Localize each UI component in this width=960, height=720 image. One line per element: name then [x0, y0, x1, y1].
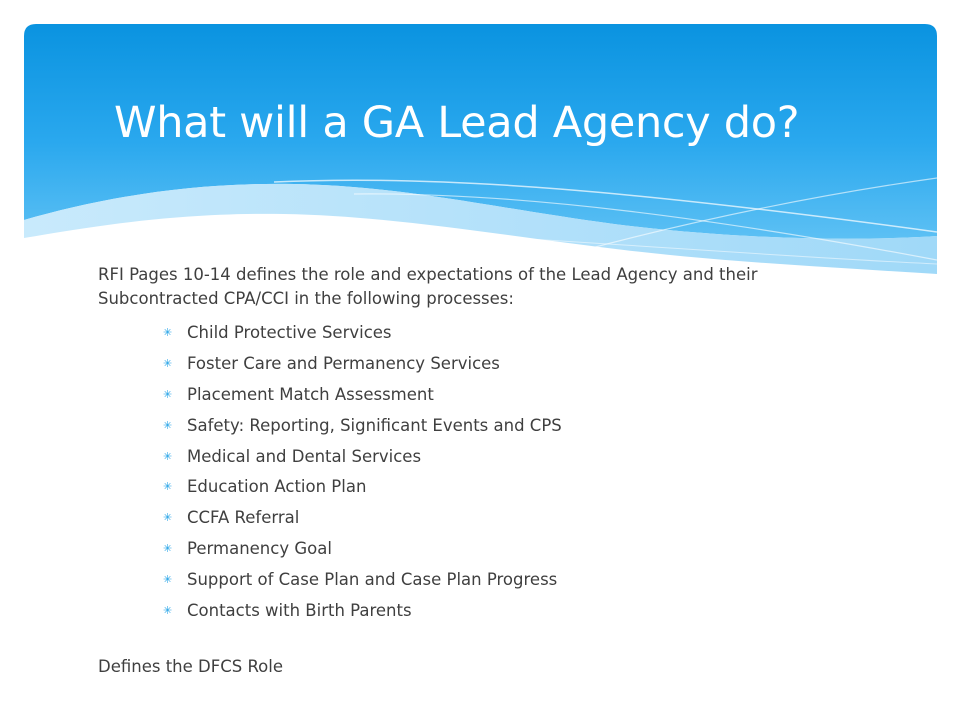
- asterisk-icon: ✳: [163, 449, 173, 463]
- process-list: [98, 318, 858, 627]
- title-banner: [24, 24, 937, 274]
- asterisk-icon: ✳: [163, 604, 173, 618]
- list-item: ✳ Safety: Reporting, Significant Events and CPS: [98, 411, 858, 442]
- wave-banner-graphic: [24, 24, 937, 274]
- list-item: ✳ CCFA Referral: [98, 503, 858, 534]
- asterisk-icon: ✳: [163, 326, 173, 339]
- list-item: ✳ Placement Match Assessment: [98, 380, 858, 411]
- asterisk-icon: ✳: [163, 511, 173, 525]
- list-item: ✳ Foster Care and Permanency Services: [98, 349, 858, 380]
- slide-body: [98, 263, 858, 627]
- list-item: ✳ Medical and Dental Services: [98, 442, 858, 473]
- list-item: ✳ Child Protective Services: [98, 318, 858, 349]
- closing-line: Defines the DFCS Role: [98, 657, 284, 676]
- slide-title: What will a GA Lead Agency do?: [114, 98, 800, 148]
- asterisk-icon: ✳: [163, 573, 173, 587]
- intro-paragraph: RFI Pages 10-14 defines the role and expectations of the Lead Agency and their Subcontracted CPA/CCI in the following processes:: [98, 265, 758, 308]
- asterisk-icon: ✳: [163, 418, 173, 432]
- list-item: ✳ Support of Case Plan and Case Plan Progress: [98, 565, 858, 596]
- asterisk-icon: ✳: [163, 542, 173, 556]
- list-item: ✳ Contacts with Birth Parents: [98, 596, 858, 627]
- asterisk-icon: ✳: [163, 356, 173, 370]
- asterisk-icon: ✳: [163, 387, 173, 401]
- list-item: ✳ Education Action Plan: [98, 472, 858, 503]
- asterisk-icon: ✳: [163, 480, 173, 494]
- list-item: ✳ Permanency Goal: [98, 534, 858, 565]
